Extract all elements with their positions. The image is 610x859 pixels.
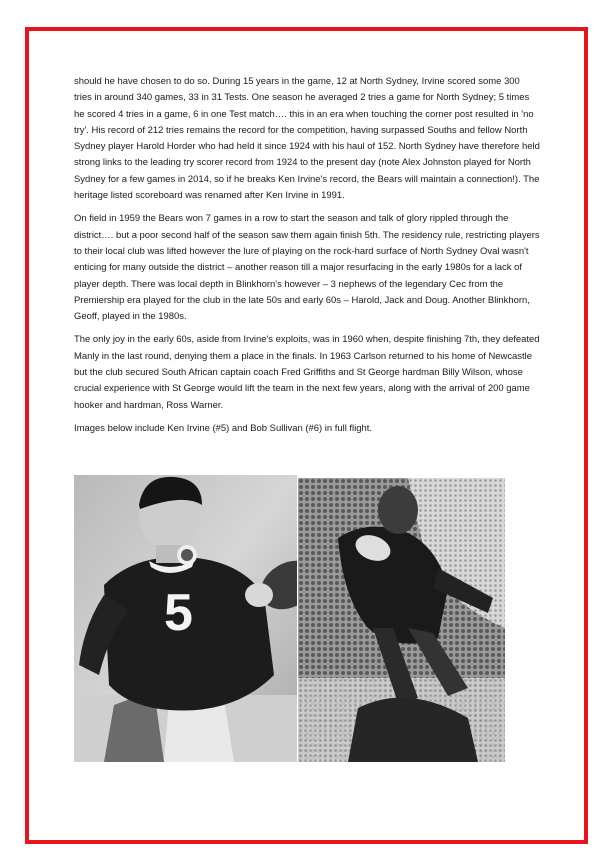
- paragraph-image-caption: Images below include Ken Irvine (#5) and Bob Sullivan (#6) in full flight.: [74, 422, 372, 434]
- document-body: [74, 74, 540, 444]
- ken-irvine-photo: [74, 475, 297, 762]
- paragraph-1959-season: On field in 1959 the Bears won 7 games in a row to start the season and talk of glory rippled through the district…. but a poor second half of the season saw them again finish 5th. The residency rule, restricting players to their local club was lifted however the lure of playing on the rock-hard surface of North Sydney Oval wasn't enticing for many outside the district – another reason till a major resurfacing in the early 1980s for a lack of player depth. There was local depth in Blinkhorn's however – 3 nephews of the legendary Cec from the Premiership era played for the club in the late 50s and early 60s – Harold, Jack and Doug. Another Blinkhorn, Geoff, played in the 1980s.: [74, 213, 540, 323]
- jersey-number-label: 5: [164, 584, 193, 642]
- bob-sullivan-photo: [298, 478, 505, 762]
- paragraph-irvine-record: should he have chosen to do so. During 15 years in the game, 12 at North Sydney, Irvine scored some 300 tries in around 340 games, 33 in 31 Tests. One season he averaged 2 tries a game for North Sydney; 5 times he scored 4 tries in a game, 6 in one Test match…. this in an era when touching the corner post resulted in 'no try'. His record of 212 tries remains the record for the competition, having surpassed Souths and fellow North Sydney player Harold Horder who had held it since 1924 with his haul of 152. North Sydney have therefore held strong links to the leading try scorer record from 1924 to the present day (note Alex Johnston played for North Sydney for a few games in 2014, so if he breaks Ken Irvine's record, the Bears will maintain a connection!). The heritage listed scoreboard was renamed after Ken Irvine in 1991.: [74, 76, 540, 202]
- paragraph-early-60s: The only joy in the early 60s, aside from Irvine's exploits, was in 1960 when, despite finishing 7th, they defeated Manly in the last round, denying them a place in the finals. In 1963 Carlson returned to his home of Newcastle but the club secured South African captain coach Fred Griffiths and St George hardman Billy Wilson, whose crucial experience with St George would lift the team in the next few years, along with the arrival of 200 game hooker and hardman, Ross Warner.: [74, 334, 540, 411]
- bob-sullivan-photo-graphic: [298, 478, 505, 762]
- ken-irvine-photo-graphic: [74, 475, 297, 762]
